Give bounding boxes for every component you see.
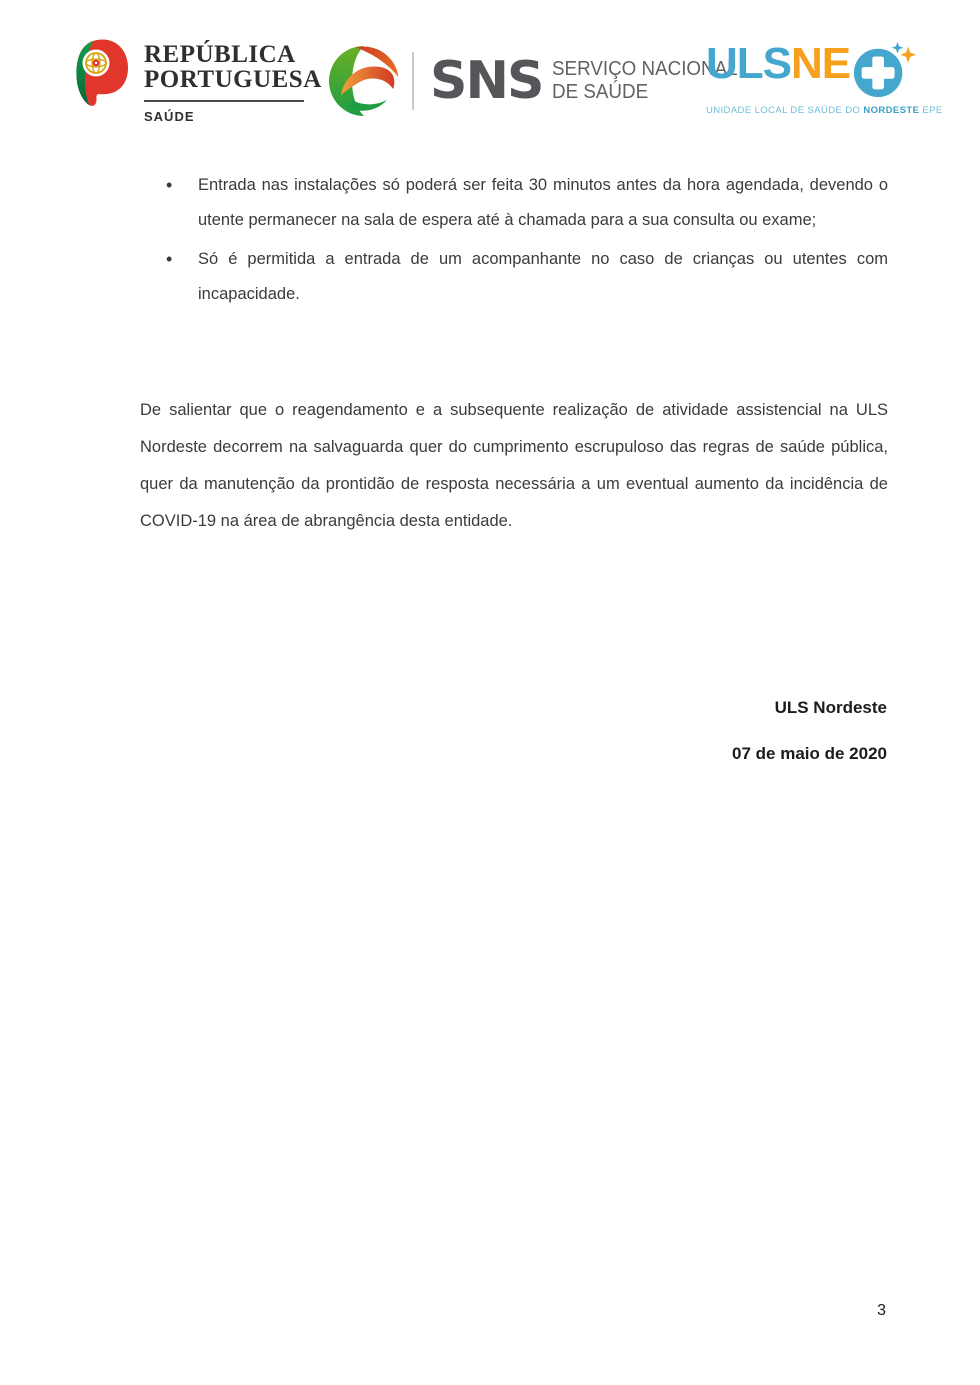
ulsne-subtitle-prefix: UNIDADE LOCAL DE SAÚDE DO (706, 105, 864, 116)
ulsne-acronym-uls: ULS (706, 39, 791, 88)
sns-name-line2: DE SAÚDE (552, 81, 649, 103)
bullet-item-text: Entrada nas instalações só poderá ser feita 30 minutos antes da hora agendada, devendo o utente permanecer na sala de espera até à chamada para a sua consulta ou exame; (198, 176, 888, 229)
ulsne-subtitle (706, 105, 943, 116)
republica-portuguesa-logo (68, 38, 322, 124)
ulsne-subtitle-suffix: EPE (919, 105, 943, 116)
sns-logo (328, 45, 750, 117)
bullet-list (140, 168, 888, 316)
gov-department-label: SAÚDE (144, 109, 195, 124)
closing-paragraph: De salientar que o reagendamento e a subsequente realização de atividade assistencial na ULS Nordeste decorrem na salvaguarda quer do cumprimento escrupuloso das regras de saúde pública, quer da manutenção da prontidão de resposta necessária a um eventual aumento da incidência de COVID-19 na área de abrangência desta entidade. (140, 401, 888, 530)
portugal-flag-leaf-icon (68, 38, 130, 112)
bullet-item-text: Só é permitida a entrada de um acompanhante no caso de crianças ou utentes com incapacidade. (198, 250, 888, 303)
sns-divider-line (412, 52, 414, 110)
bullet-item (140, 242, 888, 312)
ulsne-acronym (706, 40, 850, 88)
ulsne-cross-icon (852, 40, 916, 100)
letterhead (0, 0, 980, 150)
sns-acronym: SNS (430, 51, 543, 111)
sns-globe-icon (328, 45, 400, 117)
page-number: 3 (877, 1302, 886, 1319)
ulsne-subtitle-nordeste: NORDESTE (863, 105, 920, 116)
signature-organization: ULS Nordeste (774, 698, 887, 717)
ulsne-acronym-ne: NE (791, 39, 851, 88)
gov-name-line2: PORTUGUESA (144, 66, 322, 93)
bullet-item (140, 168, 888, 238)
gov-divider-rule (144, 100, 304, 102)
sns-name-line1: SERVIÇO NACIONAL (552, 58, 739, 80)
signature-block (732, 698, 887, 764)
ulsne-logo (706, 39, 943, 116)
signature-date: 07 de maio de 2020 (732, 744, 887, 763)
republica-portuguesa-wordmark (144, 38, 322, 124)
gov-name-line1: REPÚBLICA (144, 41, 296, 68)
